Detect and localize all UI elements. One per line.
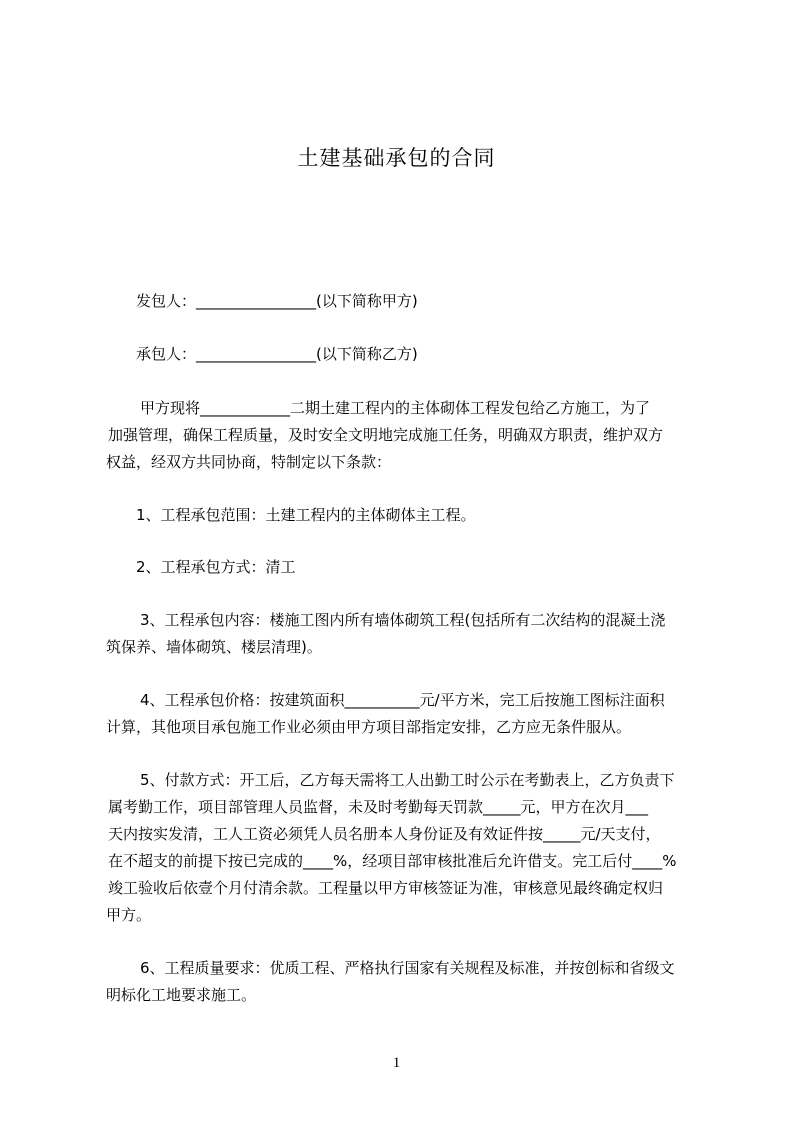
clause-5-line-3: 天内按实发清，工人工资必须凭人员名册本人身份证及有效证件按_____元/天支付， xyxy=(108,825,661,843)
page-number: 1 xyxy=(392,1055,401,1071)
clause-5-line-6: 甲方。 xyxy=(106,906,152,924)
party-b-line: 承包人：________________(以下简称乙方) xyxy=(136,345,418,363)
clause-6-line-2: 明标化工地要求施工。 xyxy=(106,986,257,1004)
clause-5-line-4: 在不超支的前提下按已完成的____%，经项目部审核批准后允许借支。完工后付____% xyxy=(108,852,677,870)
intro-line-1: 甲方现将____________二期土建工程内的主体砌体工程发包给乙方施工，为了 xyxy=(140,399,651,417)
intro-line-2: 加强管理，确保工程质量，及时安全文明地完成施工任务，明确双方职责，维护双方 xyxy=(108,426,664,444)
clause-4-line-1: 4、工程承包价格：按建筑面积__________元/平方米，完工后按施工图标注面积 xyxy=(140,691,665,709)
party-a-line: 发包人：________________(以下简称甲方) xyxy=(136,292,418,310)
clause-4-line-2: 计算，其他项目承包施工作业必须由甲方项目部指定安排，乙方应无条件服从。 xyxy=(106,718,632,736)
clause-6-line-1: 6、工程质量要求：优质工程、严格执行国家有关规程及标准，并按创标和省级文 xyxy=(140,959,675,977)
clause-3-line-1: 3、工程承包内容：楼施工图内所有墙体砌筑工程(包括所有二次结构的混凝土浇 xyxy=(140,611,666,629)
clause-5-line-5: 竣工验收后依壹个月付清余款。工程量以甲方审核签证为准，审核意见最终确定权归 xyxy=(108,879,664,897)
clause-5-line-1: 5、付款方式：开工后，乙方每天需将工人出勤工时公示在考勤表上，乙方负责下 xyxy=(140,771,675,789)
clause-5-line-2: 属考勤工作，项目部管理人员监督，未及时考勤每天罚款_____元，甲方在次月___ xyxy=(108,798,649,816)
clause-2-line-1: 2、工程承包方式：清工 xyxy=(136,558,296,576)
page-title: 土建基础承包的合同 xyxy=(297,146,496,170)
intro-line-3: 权益，经双方共同协商，特制定以下条款： xyxy=(106,453,392,471)
clause-3-line-2: 筑保养、墙体砌筑、楼层清理)。 xyxy=(106,638,322,656)
clause-1-line-1: 1、工程承包范围：土建工程内的主体砌体主工程。 xyxy=(136,506,476,524)
